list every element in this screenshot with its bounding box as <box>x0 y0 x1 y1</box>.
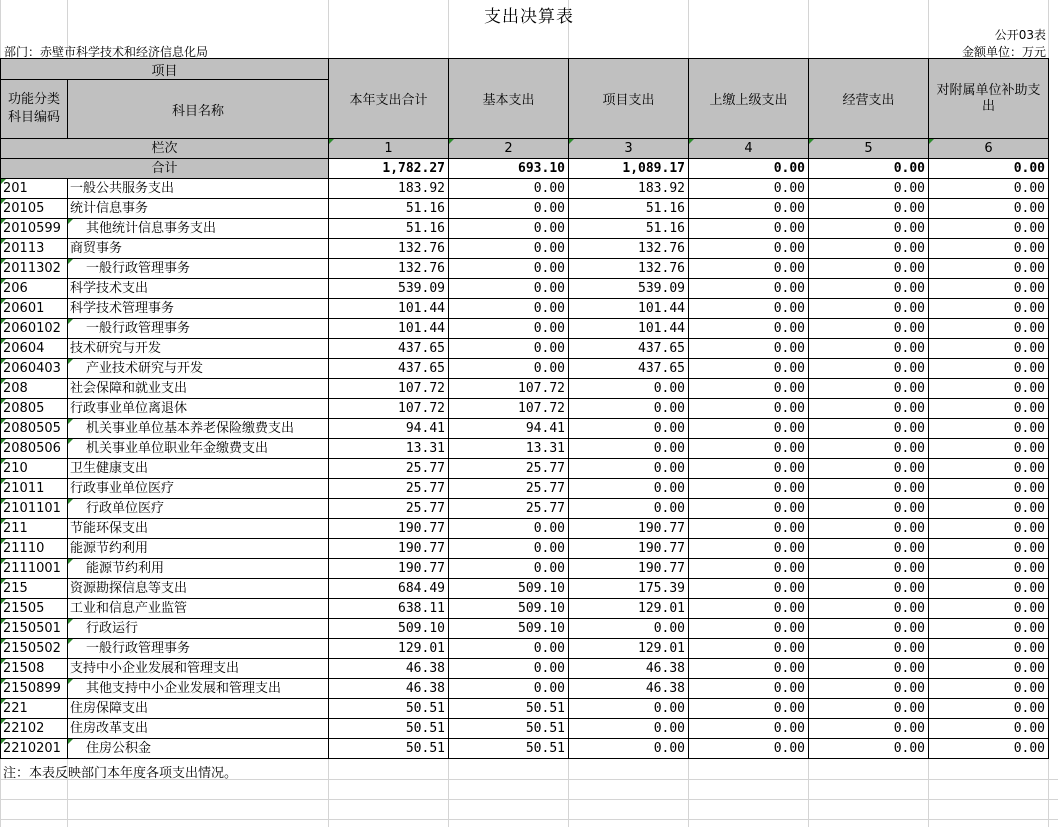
row-amount-cell: 0.00 <box>449 219 569 239</box>
row-amount-cell: 0.00 <box>929 619 1049 639</box>
row-subject-name: 机关事业单位职业年金缴费支出 <box>68 439 329 459</box>
row-amount-cell: 0.00 <box>449 259 569 279</box>
row-amount-cell: 0.00 <box>569 719 689 739</box>
row-code: 2080505 <box>1 419 68 439</box>
column-index-cell: 5 <box>809 139 929 159</box>
row-amount-cell: 0.00 <box>569 439 689 459</box>
row-amount-cell: 94.41 <box>449 419 569 439</box>
row-code: 201 <box>1 179 68 199</box>
row-amount-cell: 437.65 <box>569 339 689 359</box>
row-subject-name: 能源节约利用 <box>68 559 329 579</box>
row-subject-name: 支持中小企业发展和管理支出 <box>68 659 329 679</box>
row-amount-cell: 0.00 <box>809 319 929 339</box>
row-code: 206 <box>1 279 68 299</box>
row-amount-cell: 0.00 <box>689 519 809 539</box>
row-amount-cell: 0.00 <box>929 319 1049 339</box>
total-cell: 0.00 <box>689 159 809 179</box>
row-amount-cell: 25.77 <box>449 479 569 499</box>
row-amount-cell: 190.77 <box>569 559 689 579</box>
row-subject-name: 一般行政管理事务 <box>68 259 329 279</box>
row-amount-cell: 0.00 <box>809 499 929 519</box>
row-amount-cell: 684.49 <box>329 579 449 599</box>
row-amount-cell: 0.00 <box>689 739 809 759</box>
unit-label: 金额单位：万元 <box>961 45 1046 59</box>
table-row <box>1 339 1049 359</box>
row-amount-cell: 0.00 <box>689 339 809 359</box>
row-amount-cell: 0.00 <box>809 179 929 199</box>
row-code: 2011302 <box>1 259 68 279</box>
column-index-cell: 2 <box>449 139 569 159</box>
row-amount-cell: 25.77 <box>329 459 449 479</box>
row-amount-cell: 132.76 <box>329 259 449 279</box>
row-amount-cell: 0.00 <box>929 459 1049 479</box>
row-code: 20805 <box>1 399 68 419</box>
column-index-cell: 6 <box>929 139 1049 159</box>
row-amount-cell: 0.00 <box>449 239 569 259</box>
row-amount-cell: 0.00 <box>809 699 929 719</box>
row-amount-cell: 0.00 <box>689 419 809 439</box>
column-index-label: 栏次 <box>1 139 329 159</box>
row-amount-cell: 0.00 <box>809 459 929 479</box>
row-amount-cell: 0.00 <box>809 639 929 659</box>
row-amount-cell: 101.44 <box>329 319 449 339</box>
header-col-subsidy: 对附属单位补助支出 <box>929 59 1049 139</box>
row-amount-cell: 51.16 <box>329 219 449 239</box>
row-subject-name: 技术研究与开发 <box>68 339 329 359</box>
table-row <box>1 619 1049 639</box>
row-amount-cell: 25.77 <box>329 479 449 499</box>
row-amount-cell: 0.00 <box>449 319 569 339</box>
header-item: 项目 <box>1 59 329 80</box>
row-subject-name: 一般公共服务支出 <box>68 179 329 199</box>
row-amount-cell: 0.00 <box>449 279 569 299</box>
row-amount-cell: 0.00 <box>689 619 809 639</box>
row-amount-cell: 46.38 <box>329 659 449 679</box>
header-col-project: 项目支出 <box>569 59 689 139</box>
table-row <box>1 279 1049 299</box>
total-cell: 0.00 <box>929 159 1049 179</box>
row-subject-name: 统计信息事务 <box>68 199 329 219</box>
row-amount-cell: 0.00 <box>689 359 809 379</box>
table-row <box>1 479 1049 499</box>
row-amount-cell: 0.00 <box>689 599 809 619</box>
table-row <box>1 419 1049 439</box>
row-subject-name: 住房保障支出 <box>68 699 329 719</box>
row-amount-cell: 0.00 <box>809 239 929 259</box>
row-amount-cell: 94.41 <box>329 419 449 439</box>
row-amount-cell: 0.00 <box>809 719 929 739</box>
row-subject-name: 住房公积金 <box>68 739 329 759</box>
form-code: 公开03表 <box>994 28 1046 42</box>
row-amount-cell: 50.51 <box>449 719 569 739</box>
row-amount-cell: 0.00 <box>929 579 1049 599</box>
row-amount-cell: 0.00 <box>929 399 1049 419</box>
row-amount-cell: 0.00 <box>929 739 1049 759</box>
row-amount-cell: 0.00 <box>929 239 1049 259</box>
table-row <box>1 399 1049 419</box>
row-amount-cell: 0.00 <box>929 179 1049 199</box>
row-amount-cell: 50.51 <box>449 699 569 719</box>
row-amount-cell: 0.00 <box>809 539 929 559</box>
row-amount-cell: 0.00 <box>689 559 809 579</box>
row-amount-cell: 0.00 <box>449 199 569 219</box>
row-amount-cell: 0.00 <box>929 219 1049 239</box>
row-subject-name: 能源节约利用 <box>68 539 329 559</box>
row-amount-cell: 0.00 <box>929 339 1049 359</box>
row-amount-cell: 0.00 <box>929 719 1049 739</box>
header-col-business: 经营支出 <box>809 59 929 139</box>
row-amount-cell: 0.00 <box>809 739 929 759</box>
table-row <box>1 199 1049 219</box>
row-amount-cell: 132.76 <box>569 239 689 259</box>
row-amount-cell: 437.65 <box>329 359 449 379</box>
row-amount-cell: 0.00 <box>809 299 929 319</box>
row-code: 2060102 <box>1 319 68 339</box>
row-amount-cell: 0.00 <box>689 179 809 199</box>
row-amount-cell: 0.00 <box>929 519 1049 539</box>
row-amount-cell: 0.00 <box>689 679 809 699</box>
header-func-code: 功能分类科目编码 <box>1 80 68 139</box>
column-index-cell: 3 <box>569 139 689 159</box>
row-code: 2150502 <box>1 639 68 659</box>
row-amount-cell: 0.00 <box>689 199 809 219</box>
row-amount-cell: 0.00 <box>929 439 1049 459</box>
table-row <box>1 259 1049 279</box>
row-amount-cell: 0.00 <box>449 639 569 659</box>
row-amount-cell: 0.00 <box>689 439 809 459</box>
row-amount-cell: 0.00 <box>569 619 689 639</box>
row-amount-cell: 50.51 <box>329 699 449 719</box>
row-amount-cell: 0.00 <box>809 579 929 599</box>
row-amount-cell: 101.44 <box>569 299 689 319</box>
total-cell: 1,089.17 <box>569 159 689 179</box>
total-row-label: 合计 <box>1 159 329 179</box>
row-subject-name: 工业和信息产业监管 <box>68 599 329 619</box>
row-amount-cell: 0.00 <box>809 359 929 379</box>
row-amount-cell: 0.00 <box>689 459 809 479</box>
row-amount-cell: 539.09 <box>569 279 689 299</box>
row-amount-cell: 183.92 <box>569 179 689 199</box>
row-subject-name: 住房改革支出 <box>68 719 329 739</box>
row-amount-cell: 0.00 <box>809 339 929 359</box>
row-amount-cell: 101.44 <box>569 319 689 339</box>
row-amount-cell: 132.76 <box>569 259 689 279</box>
row-amount-cell: 183.92 <box>329 179 449 199</box>
row-code: 2080506 <box>1 439 68 459</box>
row-amount-cell: 0.00 <box>809 199 929 219</box>
total-cell: 0.00 <box>809 159 929 179</box>
row-amount-cell: 0.00 <box>809 279 929 299</box>
row-amount-cell: 0.00 <box>689 319 809 339</box>
row-amount-cell: 107.72 <box>449 379 569 399</box>
row-code: 221 <box>1 699 68 719</box>
row-amount-cell: 25.77 <box>449 499 569 519</box>
table-row <box>1 319 1049 339</box>
row-subject-name: 机关事业单位基本养老保险缴费支出 <box>68 419 329 439</box>
row-amount-cell: 0.00 <box>569 419 689 439</box>
row-code: 22102 <box>1 719 68 739</box>
row-amount-cell: 0.00 <box>689 399 809 419</box>
row-amount-cell: 0.00 <box>929 559 1049 579</box>
row-amount-cell: 0.00 <box>809 379 929 399</box>
row-code: 20105 <box>1 199 68 219</box>
table-row <box>1 539 1049 559</box>
row-amount-cell: 509.10 <box>329 619 449 639</box>
row-amount-cell: 0.00 <box>809 219 929 239</box>
row-amount-cell: 13.31 <box>329 439 449 459</box>
row-amount-cell: 0.00 <box>929 359 1049 379</box>
row-amount-cell: 638.11 <box>329 599 449 619</box>
row-amount-cell: 437.65 <box>329 339 449 359</box>
row-amount-cell: 0.00 <box>569 379 689 399</box>
row-amount-cell: 0.00 <box>929 199 1049 219</box>
row-amount-cell: 0.00 <box>929 479 1049 499</box>
table-row <box>1 739 1049 759</box>
row-code: 2060403 <box>1 359 68 379</box>
row-amount-cell: 51.16 <box>569 219 689 239</box>
row-amount-cell: 0.00 <box>929 499 1049 519</box>
row-amount-cell: 0.00 <box>809 439 929 459</box>
row-code: 2010599 <box>1 219 68 239</box>
row-amount-cell: 0.00 <box>449 519 569 539</box>
table-row <box>1 379 1049 399</box>
table-row <box>1 579 1049 599</box>
row-amount-cell: 0.00 <box>809 659 929 679</box>
row-amount-cell: 0.00 <box>689 259 809 279</box>
table-row <box>1 519 1049 539</box>
row-amount-cell: 0.00 <box>689 479 809 499</box>
row-amount-cell: 190.77 <box>569 519 689 539</box>
row-amount-cell: 132.76 <box>329 239 449 259</box>
header-col-upper: 上缴上级支出 <box>689 59 809 139</box>
row-amount-cell: 46.38 <box>569 679 689 699</box>
row-code: 20601 <box>1 299 68 319</box>
row-subject-name: 资源勘探信息等支出 <box>68 579 329 599</box>
table-row <box>1 699 1049 719</box>
row-amount-cell: 0.00 <box>809 619 929 639</box>
row-amount-cell: 190.77 <box>569 539 689 559</box>
row-amount-cell: 129.01 <box>329 639 449 659</box>
row-amount-cell: 0.00 <box>449 539 569 559</box>
row-amount-cell: 0.00 <box>809 259 929 279</box>
row-amount-cell: 0.00 <box>689 539 809 559</box>
table-row <box>1 219 1049 239</box>
row-amount-cell: 0.00 <box>929 539 1049 559</box>
total-cell: 693.10 <box>449 159 569 179</box>
header-subject-name: 科目名称 <box>68 80 329 139</box>
row-code: 208 <box>1 379 68 399</box>
row-subject-name: 行政事业单位医疗 <box>68 479 329 499</box>
row-amount-cell: 0.00 <box>809 679 929 699</box>
row-amount-cell: 509.10 <box>449 619 569 639</box>
row-amount-cell: 0.00 <box>929 599 1049 619</box>
row-amount-cell: 0.00 <box>689 239 809 259</box>
row-subject-name: 行政单位医疗 <box>68 499 329 519</box>
row-subject-name: 行政运行 <box>68 619 329 639</box>
table-row <box>1 499 1049 519</box>
row-code: 21508 <box>1 659 68 679</box>
row-code: 210 <box>1 459 68 479</box>
expenditure-table <box>0 58 1049 759</box>
row-amount-cell: 0.00 <box>569 699 689 719</box>
row-amount-cell: 0.00 <box>569 739 689 759</box>
row-subject-name: 行政事业单位离退休 <box>68 399 329 419</box>
row-amount-cell: 0.00 <box>929 639 1049 659</box>
table-row <box>1 299 1049 319</box>
row-amount-cell: 0.00 <box>929 279 1049 299</box>
row-amount-cell: 0.00 <box>689 219 809 239</box>
row-subject-name: 科学技术支出 <box>68 279 329 299</box>
table-row <box>1 659 1049 679</box>
table-row <box>1 719 1049 739</box>
row-amount-cell: 0.00 <box>689 659 809 679</box>
row-amount-cell: 0.00 <box>689 279 809 299</box>
row-amount-cell: 0.00 <box>449 179 569 199</box>
table-row <box>1 459 1049 479</box>
row-amount-cell: 25.77 <box>449 459 569 479</box>
row-amount-cell: 437.65 <box>569 359 689 379</box>
table-row <box>1 439 1049 459</box>
table-row <box>1 639 1049 659</box>
row-amount-cell: 0.00 <box>929 699 1049 719</box>
table-row <box>1 359 1049 379</box>
row-amount-cell: 0.00 <box>689 719 809 739</box>
row-subject-name: 其他统计信息事务支出 <box>68 219 329 239</box>
row-subject-name: 其他支持中小企业发展和管理支出 <box>68 679 329 699</box>
row-amount-cell: 0.00 <box>809 399 929 419</box>
row-code: 2150899 <box>1 679 68 699</box>
row-subject-name: 产业技术研究与开发 <box>68 359 329 379</box>
row-code: 21011 <box>1 479 68 499</box>
row-amount-cell: 46.38 <box>569 659 689 679</box>
row-amount-cell: 129.01 <box>569 639 689 659</box>
row-code: 2210201 <box>1 739 68 759</box>
row-subject-name: 社会保障和就业支出 <box>68 379 329 399</box>
row-amount-cell: 0.00 <box>689 579 809 599</box>
row-code: 2111001 <box>1 559 68 579</box>
row-amount-cell: 13.31 <box>449 439 569 459</box>
row-amount-cell: 0.00 <box>689 639 809 659</box>
row-amount-cell: 0.00 <box>809 479 929 499</box>
table-row <box>1 599 1049 619</box>
row-amount-cell: 0.00 <box>929 379 1049 399</box>
table-row <box>1 679 1049 699</box>
header-col-total: 本年支出合计 <box>329 59 449 139</box>
row-amount-cell: 129.01 <box>569 599 689 619</box>
row-subject-name: 一般行政管理事务 <box>68 319 329 339</box>
row-subject-name: 节能环保支出 <box>68 519 329 539</box>
row-amount-cell: 50.51 <box>329 739 449 759</box>
department-label: 部门：赤壁市科学技术和经济信息化局 <box>4 45 209 59</box>
row-amount-cell: 0.00 <box>449 659 569 679</box>
row-code: 211 <box>1 519 68 539</box>
row-amount-cell: 107.72 <box>329 379 449 399</box>
row-amount-cell: 0.00 <box>929 259 1049 279</box>
row-amount-cell: 0.00 <box>809 519 929 539</box>
table-row <box>1 179 1049 199</box>
row-amount-cell: 101.44 <box>329 299 449 319</box>
column-index-cell: 4 <box>689 139 809 159</box>
row-amount-cell: 0.00 <box>449 299 569 319</box>
row-code: 215 <box>1 579 68 599</box>
row-amount-cell: 0.00 <box>929 419 1049 439</box>
row-subject-name: 一般行政管理事务 <box>68 639 329 659</box>
row-amount-cell: 0.00 <box>929 299 1049 319</box>
row-amount-cell: 190.77 <box>329 559 449 579</box>
row-amount-cell: 51.16 <box>569 199 689 219</box>
row-amount-cell: 25.77 <box>329 499 449 519</box>
row-amount-cell: 0.00 <box>569 459 689 479</box>
row-amount-cell: 0.00 <box>569 479 689 499</box>
page-title: 支出决算表 <box>484 7 574 27</box>
row-amount-cell: 0.00 <box>929 679 1049 699</box>
row-amount-cell: 50.51 <box>449 739 569 759</box>
row-amount-cell: 175.39 <box>569 579 689 599</box>
row-amount-cell: 0.00 <box>809 599 929 619</box>
row-amount-cell: 0.00 <box>689 299 809 319</box>
row-subject-name: 科学技术管理事务 <box>68 299 329 319</box>
row-amount-cell: 0.00 <box>449 679 569 699</box>
row-code: 21505 <box>1 599 68 619</box>
column-index-cell: 1 <box>329 139 449 159</box>
table-row <box>1 239 1049 259</box>
row-amount-cell: 107.72 <box>329 399 449 419</box>
row-subject-name: 卫生健康支出 <box>68 459 329 479</box>
row-amount-cell: 190.77 <box>329 539 449 559</box>
header-col-basic: 基本支出 <box>449 59 569 139</box>
total-cell: 1,782.27 <box>329 159 449 179</box>
table-row <box>1 559 1049 579</box>
row-amount-cell: 509.10 <box>449 579 569 599</box>
row-amount-cell: 509.10 <box>449 599 569 619</box>
row-amount-cell: 539.09 <box>329 279 449 299</box>
row-code: 21110 <box>1 539 68 559</box>
row-amount-cell: 46.38 <box>329 679 449 699</box>
row-amount-cell: 190.77 <box>329 519 449 539</box>
row-amount-cell: 0.00 <box>569 499 689 519</box>
row-amount-cell: 0.00 <box>569 399 689 419</box>
table-note: 注：本表反映部门本年度各项支出情况。 <box>3 766 238 781</box>
row-amount-cell: 0.00 <box>809 559 929 579</box>
row-amount-cell: 0.00 <box>809 419 929 439</box>
row-amount-cell: 0.00 <box>449 559 569 579</box>
row-code: 20604 <box>1 339 68 359</box>
row-code: 2101101 <box>1 499 68 519</box>
row-code: 2150501 <box>1 619 68 639</box>
row-amount-cell: 0.00 <box>449 359 569 379</box>
row-amount-cell: 0.00 <box>449 339 569 359</box>
row-amount-cell: 107.72 <box>449 399 569 419</box>
row-amount-cell: 0.00 <box>689 379 809 399</box>
row-amount-cell: 0.00 <box>689 499 809 519</box>
row-amount-cell: 51.16 <box>329 199 449 219</box>
row-code: 20113 <box>1 239 68 259</box>
row-amount-cell: 0.00 <box>689 699 809 719</box>
row-amount-cell: 0.00 <box>929 659 1049 679</box>
row-amount-cell: 50.51 <box>329 719 449 739</box>
row-subject-name: 商贸事务 <box>68 239 329 259</box>
